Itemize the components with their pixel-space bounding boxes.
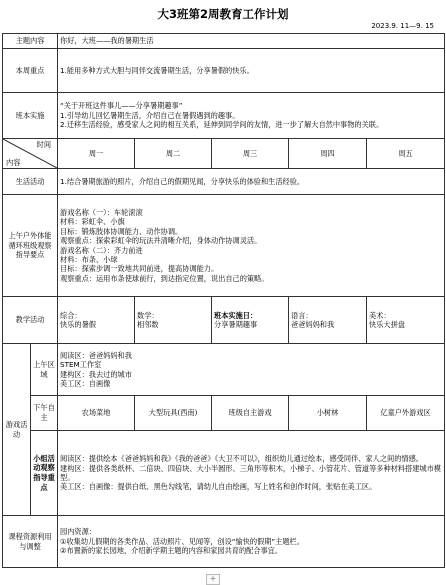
teaching-thu (289, 297, 367, 344)
day-mon: 周一 (58, 139, 135, 169)
teaching-subject: 语言： (291, 310, 313, 320)
teaching-label: 教学活动 (3, 297, 58, 344)
add-row-button[interactable]: + (206, 574, 220, 585)
life-label: 生活活动 (3, 169, 58, 195)
focus-label: 本周重点 (3, 49, 58, 93)
teaching-name: 分享暑期趣事 (214, 320, 258, 329)
class-impl-value: “关于开班这件事儿——分享暑期趣事” 1.引导幼儿回忆暑期生活，介绍自己在暑假遇到的趣事。 2.迁移生活经验，感受家人之间的相互关系，延伸到同学间的友情，进一步了解大自然中事物的关联。 (58, 93, 445, 139)
afternoon-fri: 亿童户外游戏区 (367, 396, 445, 431)
outdoor-label: 上午户外体能循环班级观察指导要点 (3, 195, 58, 297)
teaching-tue (135, 297, 212, 344)
afternoon-tue: 大型玩具(西南) (135, 396, 212, 431)
afternoon-thu: 小树林 (289, 396, 367, 431)
teaching-row (3, 297, 445, 344)
focus-row (3, 49, 445, 93)
game-afternoon-label: 下午自主 (31, 396, 58, 431)
teaching-fri (367, 297, 445, 344)
theme-row (3, 34, 445, 49)
morning-line: 建构区：我去过的城市 (60, 369, 132, 379)
date-range: 2023.9. 11—9. 15 (371, 22, 434, 30)
life-row (3, 169, 445, 195)
header-time: 时间 (36, 140, 52, 149)
header-row (3, 139, 445, 169)
morning-line: STEM工作室 (60, 360, 102, 370)
game-guide-row (3, 431, 445, 516)
outdoor-row (3, 195, 445, 297)
teaching-name: 快乐的暑假 (60, 320, 96, 329)
teaching-name: 快乐大拼盘 (369, 320, 405, 329)
theme-label: 主题内容 (3, 34, 58, 49)
header-content: 内容 (6, 157, 21, 167)
class-impl-label: 班本实施 (3, 93, 58, 139)
game-guide-label: 小组活动观察指导重点 (31, 431, 58, 516)
time-content-header (3, 139, 58, 169)
env-value: 园内资源： ①收集幼儿假期的各类作品、活动照片、见闻等，创设“愉快的假期”主题栏。 ②布置新的家长园地，介绍新学期主题的内容和家园共育的配合事宜。 (58, 516, 445, 568)
day-fri: 周五 (367, 139, 445, 169)
teaching-subject: 班本实施日： (214, 310, 258, 320)
theme-value: 你好，大班——我的暑期生活 (58, 34, 445, 49)
game-morning-row (3, 344, 445, 396)
morning-line: 美工区：自画像 (60, 378, 111, 388)
teaching-mon (58, 297, 135, 344)
teaching-subject: 美术： (369, 310, 391, 320)
env-row (3, 516, 445, 568)
day-thu: 周四 (289, 139, 367, 169)
outdoor-value: 游戏名称（一）：车轮滚滚 材料：彩虹伞、小旗 目标：锻炼肢体协调能力、动作协调。 观察重点：探索彩虹伞的玩法并清晰介绍，身体动作协调灵活。 游戏名称（二）：齐力前进 材料：布条、小球 目标：探索步调一致地共同前进，提高协调能力。 观察重点：运用布条使球前行，到达指定位置，说出自己的策略。 (58, 195, 445, 297)
plan-table (2, 33, 445, 568)
page-title: 大3班第2周教育工作计划 (157, 7, 289, 21)
game-morning-value (58, 344, 445, 396)
game-afternoon-row (3, 396, 445, 431)
focus-value: 1.能用多种方式大胆与同伴交流暑期生活，分享暑假的快乐。 (58, 49, 445, 93)
game-label: 游戏活动 (3, 344, 31, 516)
teaching-name: 爸爸妈妈和我 (291, 320, 335, 329)
class-impl-row (3, 93, 445, 139)
morning-line: 阅读区：爸爸妈妈和我 (60, 350, 132, 360)
teaching-name: 相邻数 (137, 320, 159, 329)
game-morning-label: 上午区域 (31, 344, 58, 396)
afternoon-mon: 农场菜地 (58, 396, 135, 431)
life-value: 1.结合暑期旅游的照片，介绍自己的假期见闻，分享快乐的体验和生活经验。 (58, 169, 445, 195)
teaching-subject: 数学： (137, 310, 159, 320)
game-guide-value: 阅读区：提供绘本《爸爸妈妈和我》《我的爸爸》《大卫不可以》，组织幼儿通过绘本，感受同伴、家人之间的情感。 建构区：提供各类纸杯、二倍块、四倍块、大小半圆形、三角形等积木，小梯子、小管花片、管道等多种材料搭建城市模型。 美工区：自画像：提供白纸、黑色勾线笔，请幼儿自由绘画，写上姓名和创作时间，张贴在美工区。 (58, 431, 445, 516)
day-tue: 周二 (135, 139, 212, 169)
afternoon-wed: 班级自主游戏 (212, 396, 289, 431)
env-label: 课程资源利用与调整 (3, 516, 58, 568)
teaching-subject: 综合： (60, 310, 82, 320)
day-wed: 周三 (212, 139, 289, 169)
teaching-wed (212, 297, 289, 344)
